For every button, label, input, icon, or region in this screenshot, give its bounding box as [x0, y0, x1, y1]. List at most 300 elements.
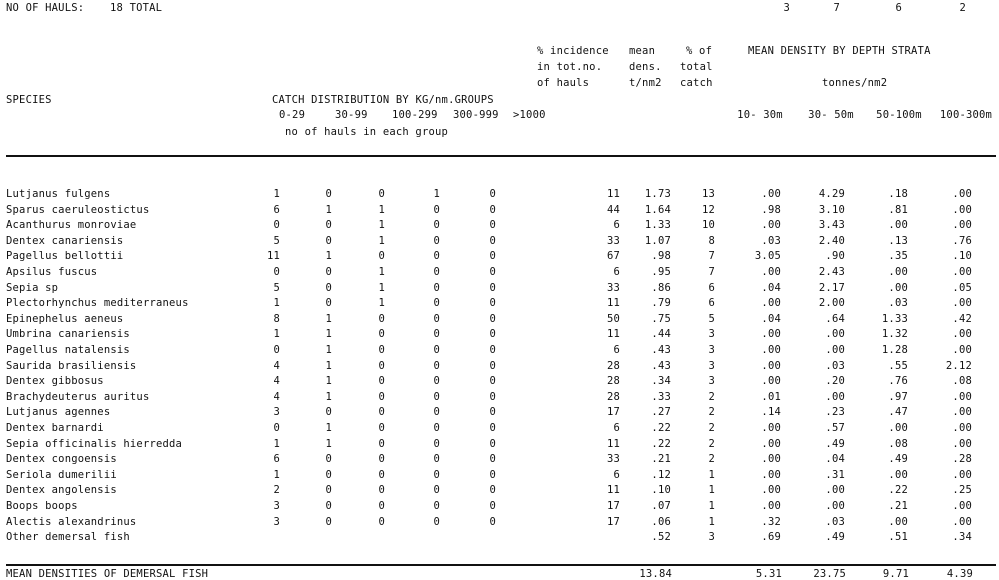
table-row — [0, 517, 999, 531]
inc-value: 28 — [606, 390, 620, 403]
catch-group-1: 0-29 — [279, 109, 306, 121]
species-name: Dentex congoensis — [6, 453, 117, 466]
density-value: .49 — [825, 531, 845, 544]
density-value: 3.05 — [754, 250, 781, 263]
catch-count: 0 — [489, 234, 496, 247]
mean-value: .44 — [651, 328, 671, 341]
catch-count: 0 — [489, 515, 496, 528]
mean-value: .43 — [651, 359, 671, 372]
density-value: .00 — [888, 266, 908, 278]
density-value: .03 — [825, 515, 845, 528]
footer-density-2: 23.75 — [813, 568, 846, 580]
pct-value: 3 — [708, 375, 715, 388]
catch-count: 1 — [378, 203, 385, 216]
table-row — [0, 361, 999, 375]
footer-density-1: 5.31 — [755, 568, 782, 580]
density-value: .00 — [761, 188, 781, 200]
strata-hauls-4: 2 — [959, 2, 966, 14]
density-value: .00 — [952, 468, 972, 481]
mean-value: .22 — [651, 437, 671, 450]
mean-value: .75 — [651, 312, 671, 325]
density-value: 2.17 — [818, 281, 845, 294]
inc-value: 6 — [613, 219, 620, 232]
density-value: .34 — [952, 531, 972, 544]
catch-count: 0 — [433, 359, 440, 372]
species-name: Dentex barnardi — [6, 422, 104, 434]
mean-value: .43 — [651, 344, 671, 356]
catch-count: 0 — [378, 188, 385, 200]
species-name: Plectorhynchus mediterraneus — [6, 297, 189, 310]
density-value: .03 — [825, 359, 845, 372]
mean-value: .98 — [651, 250, 671, 263]
catch-count: 0 — [325, 234, 332, 247]
catch-count: 0 — [378, 406, 385, 419]
table-row — [0, 283, 999, 297]
pct-heading-1: % of — [686, 45, 713, 57]
density-value: .57 — [825, 422, 845, 434]
catch-count: 1 — [378, 281, 385, 294]
catch-count: 0 — [325, 297, 332, 310]
pct-value: 12 — [701, 203, 715, 216]
mean-value: .07 — [651, 500, 671, 512]
density-value: .00 — [761, 422, 781, 434]
catch-count: 0 — [433, 453, 440, 466]
density-value: .76 — [888, 375, 908, 388]
density-value: .42 — [952, 312, 972, 325]
catch-count: 0 — [325, 266, 332, 278]
catch-group-5: >1000 — [513, 109, 546, 121]
footer-density-4: 4.39 — [946, 568, 973, 580]
mean-value: .86 — [651, 281, 671, 294]
pct-value: 1 — [708, 484, 715, 497]
pct-value: 1 — [708, 500, 715, 512]
mean-value: .21 — [651, 453, 671, 466]
catch-count: 0 — [325, 515, 332, 528]
mean-value: .79 — [651, 297, 671, 310]
hauls-label: NO OF HAULS: — [6, 2, 85, 14]
pct-heading-2: total — [680, 61, 713, 73]
footer-mean: 13.84 — [639, 568, 672, 580]
catch-count: 3 — [273, 515, 280, 528]
density-value: .28 — [952, 453, 972, 466]
density-value: .35 — [888, 250, 908, 263]
catch-count: 0 — [433, 203, 440, 216]
density-value: .00 — [825, 344, 845, 356]
inc-value: 28 — [606, 375, 620, 388]
catch-count: 0 — [489, 500, 496, 512]
species-name: Umbrina canariensis — [6, 328, 130, 341]
catch-count: 5 — [273, 234, 280, 247]
inc-value: 28 — [606, 359, 620, 372]
table-row — [0, 407, 999, 421]
catch-count: 1 — [325, 390, 332, 403]
species-name: Saurida brasiliensis — [6, 359, 137, 372]
density-value: .00 — [761, 359, 781, 372]
catch-count: 0 — [325, 468, 332, 481]
inc-value: 6 — [613, 422, 620, 434]
table-row — [0, 376, 999, 390]
species-name: Acanthurus monroviae — [6, 219, 137, 232]
table-row — [0, 267, 999, 281]
species-name: Dentex angolensis — [6, 484, 117, 497]
depth-stratum-1: 10- 30m — [737, 109, 783, 121]
table-row — [0, 485, 999, 499]
pct-value: 7 — [708, 266, 715, 278]
catch-count: 3 — [273, 500, 280, 512]
catch-count: 0 — [433, 515, 440, 528]
table-row — [0, 345, 999, 359]
density-value: .04 — [761, 281, 781, 294]
table-row — [0, 314, 999, 328]
density-value: .01 — [761, 390, 781, 403]
catch-count: 1 — [325, 203, 332, 216]
hauls-total: 18 TOTAL — [110, 2, 163, 14]
density-value: .64 — [825, 312, 845, 325]
depth-stratum-2: 30- 50m — [808, 109, 854, 121]
density-value: 2.12 — [945, 359, 972, 372]
density-value: .00 — [888, 422, 908, 434]
density-value: 3.43 — [818, 219, 845, 232]
catch-count: 1 — [273, 437, 280, 450]
pct-value: 7 — [708, 250, 715, 263]
density-value: .98 — [761, 203, 781, 216]
table-row — [0, 329, 999, 343]
density-value: .00 — [952, 390, 972, 403]
catch-count: 1 — [325, 437, 332, 450]
density-value: .00 — [952, 515, 972, 528]
species-name: Sparus caeruleostictus — [6, 203, 150, 216]
table-row — [0, 236, 999, 250]
density-value: .00 — [888, 515, 908, 528]
density-value: .00 — [952, 266, 972, 278]
density-value: .00 — [952, 219, 972, 232]
density-value: .00 — [952, 203, 972, 216]
species-name: Lutjanus fulgens — [6, 188, 111, 200]
catch-count: 0 — [433, 422, 440, 434]
density-value: .08 — [952, 375, 972, 388]
catch-subheading: no of hauls in each group — [285, 126, 449, 138]
catch-count: 0 — [489, 453, 496, 466]
density-value: .00 — [952, 344, 972, 356]
density-value: .81 — [888, 203, 908, 216]
density-value: .00 — [761, 297, 781, 310]
inc-value: 17 — [606, 406, 620, 419]
catch-count: 0 — [489, 266, 496, 278]
header-rule — [6, 155, 996, 157]
catch-count: 0 — [433, 312, 440, 325]
catch-count: 1 — [325, 359, 332, 372]
inc-value: 6 — [613, 344, 620, 356]
table-row — [0, 392, 999, 406]
density-value: .31 — [825, 468, 845, 481]
inc-value: 6 — [613, 468, 620, 481]
species-name: Sepia sp — [6, 281, 59, 294]
mean-value: .27 — [651, 406, 671, 419]
catch-count: 0 — [378, 312, 385, 325]
pct-value: 5 — [708, 312, 715, 325]
density-value: .00 — [761, 468, 781, 481]
density-value: .00 — [761, 453, 781, 466]
catch-count: 0 — [433, 328, 440, 341]
density-value: .05 — [952, 281, 972, 294]
mean-value: .33 — [651, 390, 671, 403]
density-value: .00 — [952, 500, 972, 512]
density-value: .00 — [952, 422, 972, 434]
mean-value: .22 — [651, 422, 671, 434]
catch-group-3: 100-299 — [392, 109, 438, 121]
density-value: .23 — [825, 406, 845, 419]
catch-count: 1 — [273, 297, 280, 310]
catch-group-2: 30-99 — [335, 109, 368, 121]
species-name: Alectis alexandrinus — [6, 515, 137, 528]
catch-count: 1 — [273, 188, 280, 200]
table-row — [0, 454, 999, 468]
density-value: .00 — [761, 500, 781, 512]
density-value: .00 — [825, 328, 845, 341]
catch-count: 0 — [273, 422, 280, 434]
mean-value: 1.73 — [644, 188, 671, 200]
catch-count: 0 — [489, 344, 496, 356]
pct-value: 3 — [708, 531, 715, 544]
density-value: .00 — [888, 468, 908, 481]
catch-count: 0 — [433, 266, 440, 278]
table-row — [0, 251, 999, 265]
species-name: Dentex gibbosus — [6, 375, 104, 388]
catch-count: 0 — [489, 484, 496, 497]
species-name: Dentex canariensis — [6, 234, 124, 247]
density-value: .00 — [825, 390, 845, 403]
density-value: .32 — [761, 515, 781, 528]
inc-value: 11 — [606, 484, 620, 497]
mean-heading-3: t/nm2 — [629, 77, 662, 89]
catch-count: 0 — [273, 219, 280, 232]
density-value: 2.40 — [818, 234, 845, 247]
density-value: .49 — [888, 453, 908, 466]
table-row — [0, 532, 999, 546]
catch-count: 0 — [378, 328, 385, 341]
catch-count: 0 — [378, 390, 385, 403]
density-value: .76 — [952, 234, 972, 247]
catch-count: 1 — [433, 188, 440, 200]
catch-count: 0 — [489, 437, 496, 450]
inc-value: 11 — [606, 437, 620, 450]
table-row — [0, 298, 999, 312]
species-name: Pagellus natalensis — [6, 344, 130, 356]
catch-count: 1 — [273, 468, 280, 481]
pct-value: 10 — [701, 219, 715, 232]
catch-count: 0 — [325, 219, 332, 232]
density-value: .00 — [952, 437, 972, 450]
table-row — [0, 470, 999, 484]
pct-value: 2 — [708, 390, 715, 403]
catch-count: 6 — [273, 453, 280, 466]
density-value: .00 — [952, 328, 972, 341]
density-value: .21 — [888, 500, 908, 512]
catch-count: 0 — [433, 297, 440, 310]
catch-count: 0 — [489, 406, 496, 419]
catch-count: 0 — [433, 406, 440, 419]
inc-value: 6 — [613, 266, 620, 278]
catch-count: 0 — [433, 219, 440, 232]
table-row — [0, 220, 999, 234]
catch-count: 0 — [489, 250, 496, 263]
inc-value: 11 — [606, 297, 620, 310]
catch-count: 4 — [273, 390, 280, 403]
species-name: Lutjanus agennes — [6, 406, 111, 419]
catch-count: 1 — [325, 422, 332, 434]
density-value: .90 — [825, 250, 845, 263]
mean-heading-1: mean — [629, 45, 656, 57]
depth-stratum-4: 100-300m — [939, 109, 993, 121]
catch-count: 0 — [489, 188, 496, 200]
catch-count: 0 — [273, 344, 280, 356]
catch-count: 5 — [273, 281, 280, 294]
density-value: 2.00 — [818, 297, 845, 310]
pct-value: 6 — [708, 281, 715, 294]
catch-group-4: 300-999 — [453, 109, 499, 121]
pct-value: 1 — [708, 468, 715, 481]
density-value: .00 — [761, 484, 781, 497]
density-value: 4.29 — [818, 188, 845, 200]
catch-count: 1 — [273, 328, 280, 341]
pct-value: 3 — [708, 344, 715, 356]
catch-count: 8 — [273, 312, 280, 325]
incidence-heading-2: in tot.no. — [537, 61, 603, 73]
mean-value: .34 — [651, 375, 671, 388]
table-row — [0, 501, 999, 515]
catch-count: 1 — [378, 219, 385, 232]
footer-rule — [6, 564, 996, 566]
mean-value: .12 — [651, 468, 671, 481]
density-value: .10 — [952, 250, 972, 263]
incidence-heading-1: % incidence — [537, 45, 609, 57]
catch-count: 1 — [378, 297, 385, 310]
pct-value: 3 — [708, 359, 715, 372]
catch-count: 1 — [325, 375, 332, 388]
catch-count: 11 — [266, 250, 280, 263]
catch-count: 0 — [489, 312, 496, 325]
species-name: Pagellus bellottii — [6, 250, 124, 263]
density-value: .00 — [825, 500, 845, 512]
catch-count: 0 — [433, 390, 440, 403]
species-heading: SPECIES — [6, 94, 52, 106]
catch-count: 0 — [489, 203, 496, 216]
catch-count: 4 — [273, 359, 280, 372]
catch-count: 1 — [325, 344, 332, 356]
inc-value: 44 — [606, 203, 620, 216]
density-value: .25 — [952, 484, 972, 497]
catch-count: 0 — [325, 281, 332, 294]
catch-count: 0 — [378, 359, 385, 372]
catch-count: 0 — [489, 219, 496, 232]
mean-value: 1.64 — [644, 203, 671, 216]
density-value: .22 — [888, 484, 908, 497]
catch-count: 0 — [433, 375, 440, 388]
pct-value: 2 — [708, 406, 715, 419]
mean-heading-2: dens. — [629, 61, 662, 73]
catch-count: 0 — [378, 344, 385, 356]
density-value: .00 — [888, 219, 908, 232]
inc-value: 50 — [606, 312, 620, 325]
catch-count: 0 — [433, 468, 440, 481]
density-value: .00 — [761, 375, 781, 388]
catch-count: 0 — [325, 188, 332, 200]
strata-hauls-3: 6 — [895, 2, 902, 14]
density-value: .00 — [761, 219, 781, 232]
catch-count: 0 — [378, 422, 385, 434]
density-value: .00 — [761, 344, 781, 356]
catch-count: 0 — [378, 484, 385, 497]
catch-count: 0 — [378, 468, 385, 481]
catch-count: 0 — [325, 453, 332, 466]
density-value: .04 — [825, 453, 845, 466]
catch-count: 0 — [489, 297, 496, 310]
strata-hauls-1: 3 — [783, 2, 790, 14]
catch-title: CATCH DISTRIBUTION BY KG/nm.GROUPS — [272, 94, 494, 106]
density-value: .97 — [888, 390, 908, 403]
catch-count: 0 — [433, 500, 440, 512]
catch-count: 0 — [433, 484, 440, 497]
table-row — [0, 423, 999, 437]
mean-value: .52 — [651, 531, 671, 544]
density-value: .55 — [888, 359, 908, 372]
species-name: Boops boops — [6, 500, 78, 512]
density-value: 1.32 — [881, 328, 908, 341]
density-value: 1.28 — [881, 344, 908, 356]
pct-value: 3 — [708, 328, 715, 341]
catch-count: 0 — [378, 437, 385, 450]
inc-value: 33 — [606, 281, 620, 294]
mean-value: 1.33 — [644, 219, 671, 232]
density-value: .00 — [952, 406, 972, 419]
catch-count: 3 — [273, 406, 280, 419]
density-value: .03 — [761, 234, 781, 247]
density-value: .03 — [888, 297, 908, 310]
density-value: .04 — [761, 312, 781, 325]
catch-count: 0 — [378, 500, 385, 512]
catch-count: 0 — [489, 281, 496, 294]
inc-value: 67 — [606, 250, 620, 263]
mean-value: .95 — [651, 266, 671, 278]
density-value: .47 — [888, 406, 908, 419]
inc-value: 11 — [606, 188, 620, 200]
catch-count: 0 — [433, 250, 440, 263]
table-row — [0, 205, 999, 219]
pct-value: 13 — [701, 188, 715, 200]
catch-count: 0 — [325, 406, 332, 419]
catch-count: 0 — [433, 234, 440, 247]
density-value: .49 — [825, 437, 845, 450]
catch-count: 0 — [378, 515, 385, 528]
density-value: .69 — [761, 531, 781, 544]
catch-count: 1 — [378, 266, 385, 278]
density-value: .08 — [888, 437, 908, 450]
pct-value: 2 — [708, 422, 715, 434]
pct-value: 1 — [708, 515, 715, 528]
inc-value: 33 — [606, 453, 620, 466]
species-name: Brachydeuterus auritus — [6, 390, 150, 403]
mean-value: 1.07 — [644, 234, 671, 247]
density-value: .00 — [888, 281, 908, 294]
density-value: 1.33 — [881, 312, 908, 325]
species-name: Seriola dumerilii — [6, 468, 117, 481]
density-value: .13 — [888, 234, 908, 247]
inc-value: 17 — [606, 515, 620, 528]
species-name: Sepia officinalis hierredda — [6, 437, 183, 450]
species-name: Other demersal fish — [6, 531, 130, 544]
catch-count: 0 — [378, 453, 385, 466]
catch-count: 0 — [378, 375, 385, 388]
